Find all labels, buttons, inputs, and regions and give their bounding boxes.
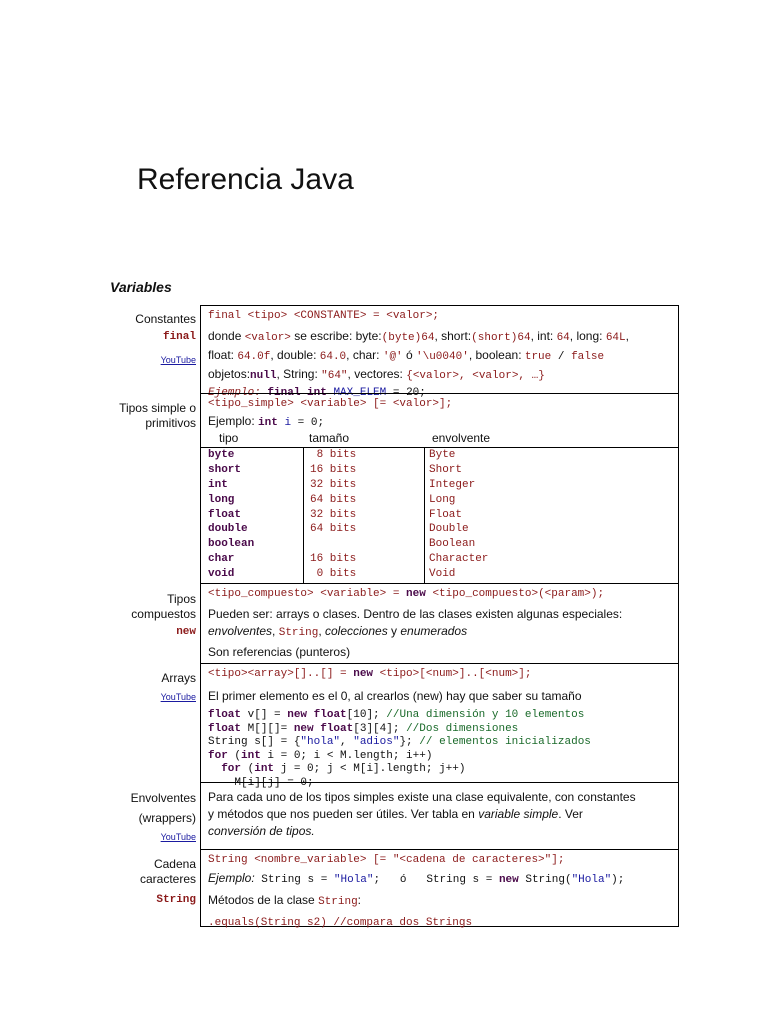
section-heading: Variables bbox=[110, 279, 172, 295]
arrays-desc: El primer elemento es el 0, al crearlos (new) hay que saber su tamaño bbox=[208, 689, 582, 703]
wrapper-cell: Float bbox=[429, 508, 463, 521]
code: }; bbox=[399, 736, 420, 748]
wrapper-cell: Boolean bbox=[429, 538, 476, 551]
code: {<valor>, <valor>, …} bbox=[406, 370, 545, 382]
compuestos-line-3: Son referencias (punteros) bbox=[208, 645, 351, 659]
code: for bbox=[208, 763, 242, 775]
type-cell: void bbox=[208, 568, 235, 581]
code: "64" bbox=[321, 370, 348, 382]
code: '\u0040' bbox=[416, 351, 469, 363]
size-cell: 64 bits bbox=[310, 493, 357, 506]
code: <tipo_compuesto>(<param>); bbox=[425, 588, 605, 600]
code: v[] = bbox=[241, 709, 288, 721]
envolventes-line-3: conversión de tipos. bbox=[208, 824, 315, 838]
size-cell: 0 bits bbox=[310, 568, 357, 581]
compuestos-syntax bbox=[208, 586, 671, 602]
code: <tipo><array>[]..[] = bbox=[208, 668, 354, 680]
types-col-tipo bbox=[208, 448, 301, 583]
code: String bbox=[318, 896, 358, 908]
code: String s[] = { bbox=[208, 736, 301, 748]
divider bbox=[200, 429, 201, 447]
code-line bbox=[208, 750, 671, 763]
code: (byte) bbox=[381, 332, 422, 344]
envolventes-box bbox=[200, 782, 679, 850]
code: ( bbox=[227, 749, 242, 762]
size-cell: 64 bits bbox=[310, 523, 357, 536]
code: final int bbox=[267, 387, 327, 399]
code: int bbox=[241, 749, 261, 762]
label-constantes-text: Constantes bbox=[135, 312, 196, 326]
code-line: M[i][j] = 0; bbox=[208, 776, 314, 789]
code: <tipo_compuesto> <variable> = bbox=[208, 588, 407, 600]
code: M[][]= bbox=[241, 722, 294, 735]
code: 64.0 bbox=[319, 351, 347, 363]
constantes-line-1 bbox=[208, 328, 671, 346]
code-line bbox=[208, 709, 671, 722]
youtube-link-arrays[interactable]: YouTube bbox=[160, 692, 196, 702]
text: Ejemplo: bbox=[208, 871, 255, 885]
text: , bbox=[318, 624, 325, 638]
label-text: (wrappers) bbox=[138, 811, 196, 825]
text: , vectores: bbox=[347, 367, 407, 381]
code: false bbox=[571, 351, 605, 363]
text: variable simple bbox=[478, 807, 559, 821]
string-literal: "Hola" bbox=[333, 874, 374, 886]
size-cell: 8 bits bbox=[310, 449, 357, 461]
type-cell: byte bbox=[208, 449, 235, 461]
code: new bbox=[406, 588, 426, 600]
code: <tipo>[<num>]..[<num>]; bbox=[373, 668, 532, 680]
types-table bbox=[200, 447, 679, 584]
code: String bbox=[278, 627, 319, 639]
text: enumerados bbox=[400, 624, 468, 638]
constantes-line-3 bbox=[208, 366, 671, 384]
header-tipo: tipo bbox=[219, 431, 239, 445]
text: y métodos que nos pueden ser útiles. Ver tabla en bbox=[208, 807, 479, 821]
text: envolventes bbox=[208, 624, 273, 638]
text: y bbox=[387, 624, 401, 638]
cadena-metodos bbox=[208, 892, 671, 910]
youtube-link-envolventes[interactable]: YouTube bbox=[160, 832, 196, 842]
code: <valor> bbox=[244, 332, 291, 344]
code: [10]; bbox=[346, 709, 387, 721]
comment: // elementos inicializados bbox=[419, 736, 591, 748]
wrapper-cell: Long bbox=[429, 493, 456, 506]
cadena-example bbox=[208, 870, 671, 888]
size-cell: 16 bits bbox=[310, 463, 357, 476]
code: int bbox=[254, 763, 275, 775]
types-table-header bbox=[200, 429, 679, 447]
compuestos-line-1: Pueden ser: arrays o clases. Dentro de las clases existen algunas especiales: bbox=[208, 607, 623, 621]
type-cell: boolean bbox=[208, 538, 255, 551]
label-envolventes bbox=[131, 791, 196, 845]
label-text: compuestos bbox=[131, 607, 196, 621]
text: . Ver bbox=[558, 807, 583, 821]
label-final-code: final bbox=[162, 331, 196, 343]
code: true bbox=[524, 351, 552, 363]
text: colecciones bbox=[325, 624, 388, 638]
string-literal: "Hola" bbox=[571, 874, 612, 886]
simples-syntax: <tipo_simple> <variable> [= <valor>]; bbox=[208, 398, 453, 410]
label-arrays bbox=[161, 671, 196, 705]
code: ( bbox=[241, 763, 255, 775]
envolventes-line-2 bbox=[208, 806, 671, 822]
constantes-box bbox=[200, 305, 679, 399]
code: float bbox=[208, 709, 242, 721]
text: , int: bbox=[530, 329, 557, 343]
wrapper-cell: Void bbox=[429, 568, 456, 581]
page-title: Referencia Java bbox=[137, 163, 354, 196]
label-text: Cadena bbox=[153, 857, 196, 871]
code: = 0; bbox=[291, 417, 325, 429]
code: ; ó String s = bbox=[373, 874, 499, 886]
wrapper-cell: Short bbox=[429, 463, 463, 476]
label-tipos-simples bbox=[119, 401, 196, 431]
text: , String: bbox=[276, 367, 322, 381]
divider bbox=[678, 429, 679, 447]
label-tipos-compuestos bbox=[131, 592, 196, 640]
code: i bbox=[277, 417, 292, 429]
code: String( bbox=[518, 874, 572, 886]
types-col-wrapper bbox=[424, 448, 679, 583]
cadena-box bbox=[200, 849, 679, 927]
constantes-line-2 bbox=[208, 347, 671, 365]
code: float bbox=[208, 722, 242, 735]
text: Métodos de la clase bbox=[208, 893, 319, 907]
cadena-equals: .equals(String s2) //compara dos Strings bbox=[208, 917, 473, 929]
code: String s = bbox=[254, 874, 334, 886]
text: float: bbox=[208, 348, 238, 362]
label-new-code: new bbox=[176, 626, 196, 638]
code: 64 bbox=[421, 332, 435, 344]
code: 64.0f bbox=[237, 351, 271, 363]
header-envolvente: envolvente bbox=[432, 431, 491, 445]
type-cell: float bbox=[208, 508, 242, 521]
size-cell: 32 bits bbox=[310, 478, 357, 491]
arrays-box bbox=[200, 663, 679, 789]
text: , short: bbox=[434, 329, 472, 343]
cadena-syntax: String <nombre_variable> [= "<cadena de caracteres>"]; bbox=[208, 854, 565, 866]
code: new bbox=[353, 668, 374, 680]
code: 64 bbox=[517, 332, 531, 344]
code: j = 0; j < M[i].length; j++) bbox=[274, 763, 466, 775]
label-text: Tipos bbox=[167, 592, 196, 606]
size-cell: 16 bits bbox=[310, 553, 357, 566]
code: ); bbox=[611, 874, 625, 886]
label-text: Tipos simple o bbox=[119, 401, 196, 415]
code: 64 bbox=[556, 332, 570, 344]
label-string-code: String bbox=[156, 894, 196, 906]
type-cell: double bbox=[208, 523, 248, 536]
code: / bbox=[551, 351, 572, 363]
header-tamano: tamaño bbox=[309, 431, 350, 445]
label-cadena bbox=[140, 857, 196, 908]
label-constantes bbox=[135, 312, 196, 368]
code: [3][4]; bbox=[353, 722, 407, 735]
code: i = 0; i < M.length; i++) bbox=[260, 749, 433, 762]
text: se escribe: byte: bbox=[290, 329, 382, 343]
code: , bbox=[340, 736, 354, 748]
code: (short) bbox=[471, 332, 518, 344]
string-literal: "adios" bbox=[353, 736, 400, 748]
text: , bbox=[625, 329, 629, 343]
compuestos-line-2 bbox=[208, 623, 671, 641]
text: : bbox=[357, 893, 362, 907]
label-text: Envolventes bbox=[130, 791, 196, 805]
label-text: Arrays bbox=[161, 671, 196, 685]
code-line bbox=[208, 723, 671, 736]
string-literal: "hola" bbox=[300, 736, 341, 748]
simples-box bbox=[200, 393, 679, 430]
comment: //Dos dimensiones bbox=[406, 722, 519, 735]
label-text: primitivos bbox=[145, 416, 196, 430]
type-cell: short bbox=[208, 463, 242, 476]
wrapper-cell: Double bbox=[429, 523, 469, 536]
text: , char: bbox=[346, 348, 383, 362]
code-line bbox=[208, 736, 671, 749]
text: , boolean: bbox=[468, 348, 525, 362]
code-line bbox=[208, 763, 671, 776]
code: new bbox=[498, 874, 519, 886]
code: 64L bbox=[605, 332, 626, 344]
text: ó bbox=[402, 348, 416, 362]
arrays-code bbox=[208, 709, 671, 789]
wrapper-cell: Character bbox=[429, 553, 489, 566]
text: donde bbox=[208, 329, 245, 343]
size-cell bbox=[310, 537, 431, 552]
code: new float bbox=[287, 709, 347, 721]
code: '@' bbox=[382, 351, 403, 363]
text: , bbox=[272, 624, 279, 638]
code: MAX_ELEM bbox=[326, 387, 387, 399]
comment: //Una dimensión y 10 elementos bbox=[386, 709, 585, 721]
text: objetos: bbox=[208, 367, 251, 381]
envolventes-line-1: Para cada uno de los tipos simples existe una clase equivalente, con constantes bbox=[208, 790, 636, 804]
text: , double: bbox=[270, 348, 320, 362]
size-cell: 32 bits bbox=[310, 508, 357, 521]
wrapper-cell: Byte bbox=[429, 449, 456, 461]
type-cell: int bbox=[208, 478, 228, 491]
youtube-link-constantes[interactable]: YouTube bbox=[160, 355, 196, 365]
type-cell: long bbox=[208, 493, 235, 506]
code: null bbox=[250, 370, 277, 382]
code: int bbox=[258, 417, 278, 429]
arrays-syntax bbox=[208, 666, 671, 682]
wrapper-cell: Integer bbox=[429, 478, 476, 491]
text: Ejemplo: bbox=[208, 414, 259, 428]
example-label: Ejemplo: bbox=[208, 387, 268, 399]
label-text: caracteres bbox=[139, 872, 196, 886]
types-col-size bbox=[303, 448, 431, 583]
type-cell: char bbox=[208, 553, 235, 566]
code: = 20; bbox=[386, 387, 426, 399]
code: new float bbox=[293, 722, 354, 735]
code: for bbox=[208, 749, 228, 762]
constantes-syntax: final <tipo> <CONSTANTE> = <valor>; bbox=[208, 310, 440, 322]
compuestos-box bbox=[200, 583, 679, 664]
text: , long: bbox=[569, 329, 606, 343]
